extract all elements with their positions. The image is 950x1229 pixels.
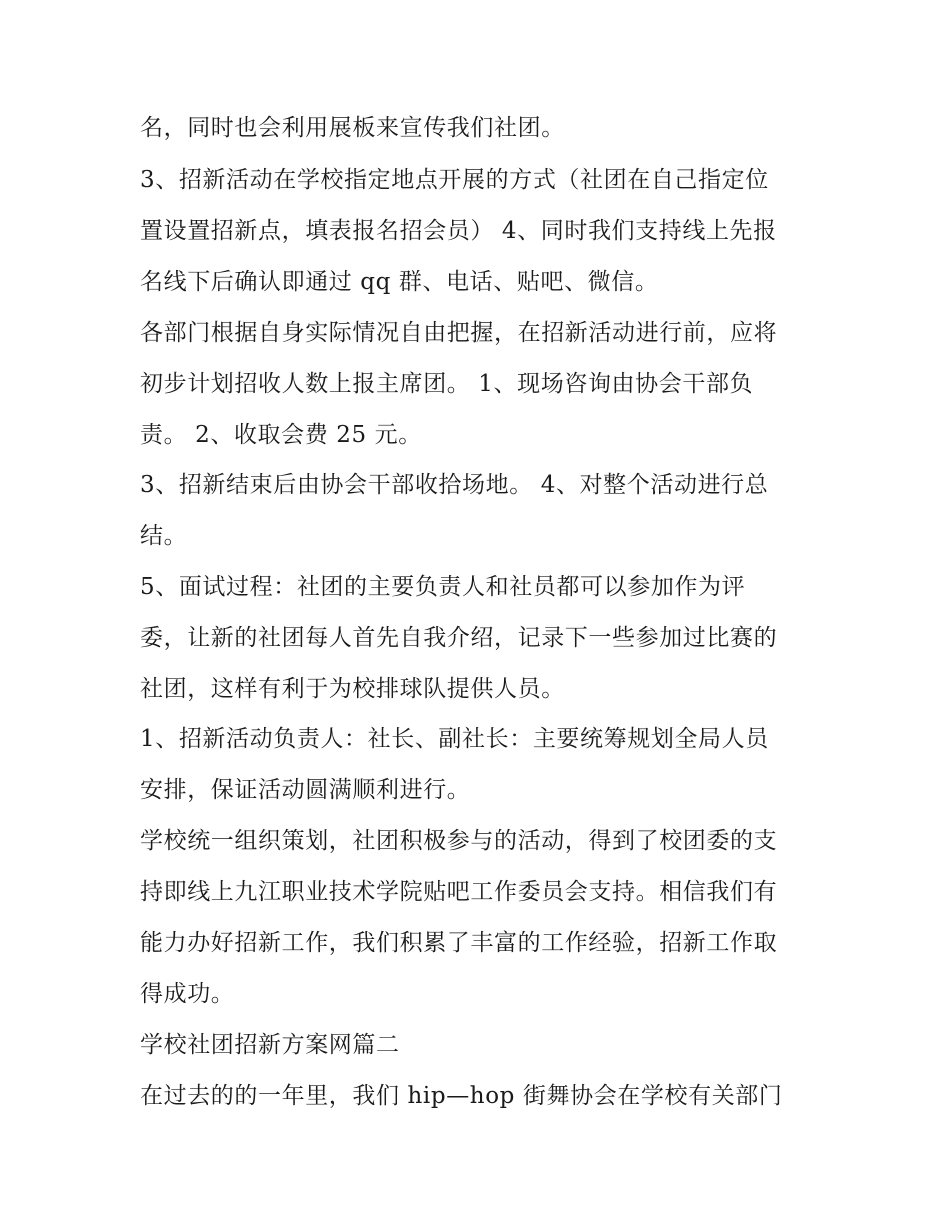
section-heading: 学校社团招新方案网篇二 bbox=[140, 1032, 400, 1058]
text-line: 安排，保证活动圆满顺利进行。 bbox=[140, 777, 471, 803]
text-line: 学校统一组织策划，社团积极参与的活动，得到了校团委的支 bbox=[140, 828, 778, 854]
text-line: 3、招新活动在学校指定地点开展的方式（社团在自己指定位 bbox=[140, 167, 769, 193]
text-line: 名线下后确认即通过 qq 群、电话、贴吧、微信。 bbox=[140, 269, 659, 295]
text-line: 持即线上九江职业技术学院贴吧工作委员会支持。相信我们有 bbox=[140, 879, 778, 905]
text-line: 5、面试过程：社团的主要负责人和社员都可以参加作为评 bbox=[140, 574, 746, 600]
text-line: 名，同时也会利用展板来宣传我们社团。 bbox=[140, 115, 565, 141]
text-line: 社团，这样有利于为校排球队提供人员。 bbox=[140, 676, 565, 702]
text-line: 得成功。 bbox=[140, 981, 235, 1007]
text-line: 1、招新活动负责人：社长、副社长：主要统筹规划全局人员 bbox=[140, 726, 769, 752]
text-line: 各部门根据自身实际情况自由把握，在招新活动进行前，应将 bbox=[140, 320, 778, 346]
text-line: 置设置招新点，填表报名招会员） 4、同时我们支持线上先报 bbox=[140, 218, 777, 244]
text-line: 能力办好招新工作，我们积累了丰富的工作经验，招新工作取 bbox=[140, 930, 778, 956]
text-line: 结。 bbox=[140, 523, 188, 549]
text-line: 初步计划招收人数上报主席团。 1、现场咨询由协会干部负 bbox=[140, 371, 754, 397]
text-line: 委，让新的社团每人首先自我介绍，记录下一些参加过比赛的 bbox=[140, 625, 778, 651]
text-line: 3、招新结束后由协会干部收拾场地。 4、对整个活动进行总 bbox=[140, 472, 769, 498]
text-line: 责。 2、收取会费 25 元。 bbox=[140, 422, 422, 448]
text-line: 在过去的的一年里，我们 hip—hop 街舞协会在学校有关部门 bbox=[140, 1083, 783, 1109]
